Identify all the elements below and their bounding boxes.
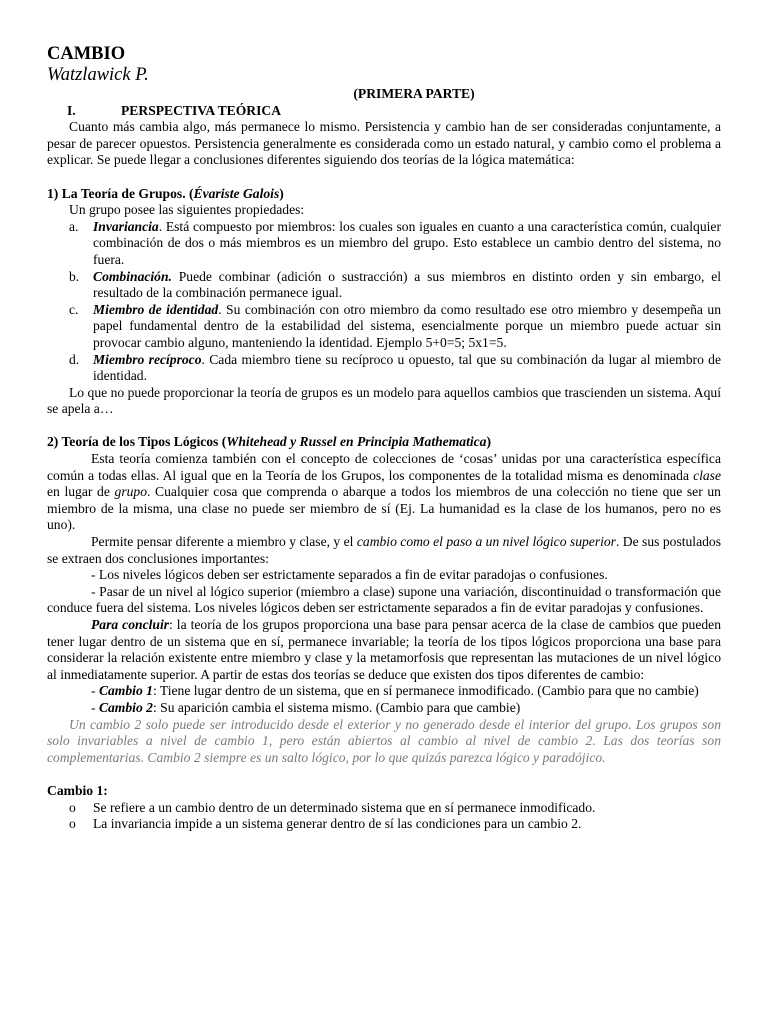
types-heading-suffix: ) <box>486 434 491 450</box>
text-run: . De sus postulados se extraen dos conclusiones importantes: <box>47 534 721 566</box>
groups-lead: Un grupo posee las siguientes propiedades: <box>69 202 305 218</box>
text-run: - <box>91 699 99 715</box>
cambio-term: Cambio 2 <box>98 699 153 715</box>
list-text: La invariancia impide a un sistema generar dentro de sí las condiciones para un cambio 2. <box>93 816 582 832</box>
groups-heading <box>47 186 721 203</box>
list-text <box>93 352 721 385</box>
list-text: Se refiere a un cambio dentro de un determinado sistema que en sí permanece inmodificado. <box>93 799 596 815</box>
cambio1-heading: Cambio 1: <box>47 782 108 798</box>
list-text <box>93 269 721 302</box>
conclusion-paragraph <box>47 617 721 683</box>
list-text <box>93 302 721 352</box>
property-term: Combinación. <box>93 268 172 284</box>
groups-heading-suffix: ) <box>279 185 284 201</box>
types-paragraph-2 <box>47 534 721 567</box>
types-heading <box>47 434 721 451</box>
text-run: Esta teoría comienza también con el concepto de colecciones de ‘cosas’ unidas por una característica específica común a todas ellas. Al igual que en la Teoría de los Grupos, los componentes de la totalidad misma es denominada <box>47 451 721 483</box>
text-run: . Cualquier cosa que comprenda o abarque a todos los miembros de una colección no tiene que ser un miembro de la misma, una clase no puede ser miembro de sí (Ej. La humanidad es la clase de los humanos, pero no es uno). <box>47 484 721 533</box>
list-marker: a. <box>69 218 79 234</box>
list-item <box>47 816 721 833</box>
property-term: Invariancia <box>93 218 159 234</box>
cambio2-definition <box>47 700 721 717</box>
property-text: Puede combinar (adición o sustracción) a sus miembros en distinto orden y sin embargo, el resultado de la combinación permanece igual. <box>93 268 721 301</box>
list-item <box>47 800 721 817</box>
property-term: Miembro de identidad <box>93 301 219 317</box>
property-text: . Está compuesto por miembros: los cuales son iguales en cuanto a una característica común, cualquier combinación de dos o más miembros es un miembro del grupo. Esto establece un cambio dentro del sistema, no fuera. <box>93 218 721 267</box>
document-author: Watzlawick P. <box>47 65 149 85</box>
intro-paragraph: Cuanto más cambia algo, más permanece lo mismo. Persistencia y cambio han de ser consideradas conjuntamente, a pesar de parecer opuestos. Persistencia generalmente es considerada como un estado natural, y cambio como el problema a explicar. Se puede llegar a conclusiones diferentes siguiendo dos teorías de la lógica matemática: <box>47 119 721 168</box>
text-run: : Tiene lugar dentro de un sistema, que en sí permanece inmodificado. (Cambio para que no cambie) <box>152 683 699 699</box>
text-run: : Su aparición cambia el sistema mismo. (Cambio para que cambie) <box>152 699 521 715</box>
groups-heading-author: Évariste Galois <box>193 185 280 201</box>
list-marker: b. <box>69 268 80 284</box>
cambio1-list <box>47 800 721 833</box>
text-run: : la teoría de los grupos proporciona una base para pensar acerca de la clase de cambios que pueden tener lugar dentro de un sistema que en sí, permanece invariable; la teoría de los tipos lógicos proporciona una base para considerar la relación existente entre miembro y clase y la metamorfosis que representan las mutaciones de un nivel lógico al inmediatamente superior. A partir de estas dos teorías se deduce que existen dos tipos diferentes de cambio: <box>47 617 721 682</box>
document-title: CAMBIO <box>47 44 126 64</box>
conclusion-dash-1: - Los niveles lógicos deben ser estrictamente separados a fin de evitar paradojas o confusiones. <box>91 567 608 583</box>
types-paragraph-1 <box>47 451 721 534</box>
cambio-term: Cambio 1 <box>98 683 153 699</box>
conclusion-dash-2: - Pasar de un nivel al lógico superior (miembro a clase) supone una variación, discontinuidad o transformación que conduce fuera del sistema. Los niveles lógicos deben ser estrictamente separados a fin de evitar paradojas y confusiones. <box>47 583 721 616</box>
properties-list <box>47 219 721 385</box>
groups-closing: Lo que no puede proporcionar la teoría de grupos es un modelo para aquellos cambios que trascienden un sistema. Aquí se apela a… <box>47 384 721 417</box>
bullet-icon: o <box>69 816 76 832</box>
text-run-italic: grupo <box>114 484 148 500</box>
list-item <box>47 302 721 352</box>
part-heading: (PRIMERA PARTE) <box>353 86 475 101</box>
bullet-icon: o <box>69 799 76 815</box>
section-title: PERSPECTIVA TEÓRICA <box>121 102 282 118</box>
types-heading-prefix: 2) Teoría de los Tipos Lógicos ( <box>47 434 227 450</box>
list-item <box>47 352 721 385</box>
property-text: . Cada miembro tiene su recíproco u opuesto, tal que su combinación da lugar al miembro de identidad. <box>93 351 721 384</box>
text-run: Permite pensar diferente a miembro y clase, y el <box>91 534 357 550</box>
types-heading-authors: Whitehead y Russel en Principia Mathematica <box>226 434 487 450</box>
property-term: Miembro recíproco <box>93 351 202 367</box>
conclusion-term: Para concluir <box>91 617 170 632</box>
groups-heading-prefix: 1) La Teoría de Grupos. ( <box>47 185 194 201</box>
text-run: - <box>91 683 99 699</box>
property-text: . Su combinación con otro miembro da como resultado ese otro miembro y desempeña un papel fundamental dentro de la estabilidad del sistema, esencialmente porque un miembro puede actuar sin provocar cambio alguno, manteniendo la identidad. Ejemplo 5+0=5; 5x1=5. <box>93 301 721 350</box>
list-text <box>93 219 721 269</box>
text-run-italic: cambio como el paso a un nivel lógico superior <box>356 534 616 550</box>
cambio1-definition <box>47 683 721 700</box>
section-number: I. <box>67 102 76 118</box>
list-item <box>47 219 721 269</box>
section-heading <box>47 103 721 120</box>
list-marker: c. <box>69 301 79 317</box>
text-run: en lugar de <box>47 484 115 500</box>
gray-note: Un cambio 2 solo puede ser introducido desde el exterior y no generado desde el interior del grupo. Los grupos son solo invariables a nivel de cambio 1, pero están abiertos al cambio al nivel de cambio 2. Las dos teorías son complementarias. Cambio 2 siempre es un salto lógico, por lo que quizás parezca lógico y paradójico. <box>47 716 721 765</box>
list-marker: d. <box>69 351 80 367</box>
text-run-italic: clase <box>693 467 721 483</box>
list-item <box>47 269 721 302</box>
